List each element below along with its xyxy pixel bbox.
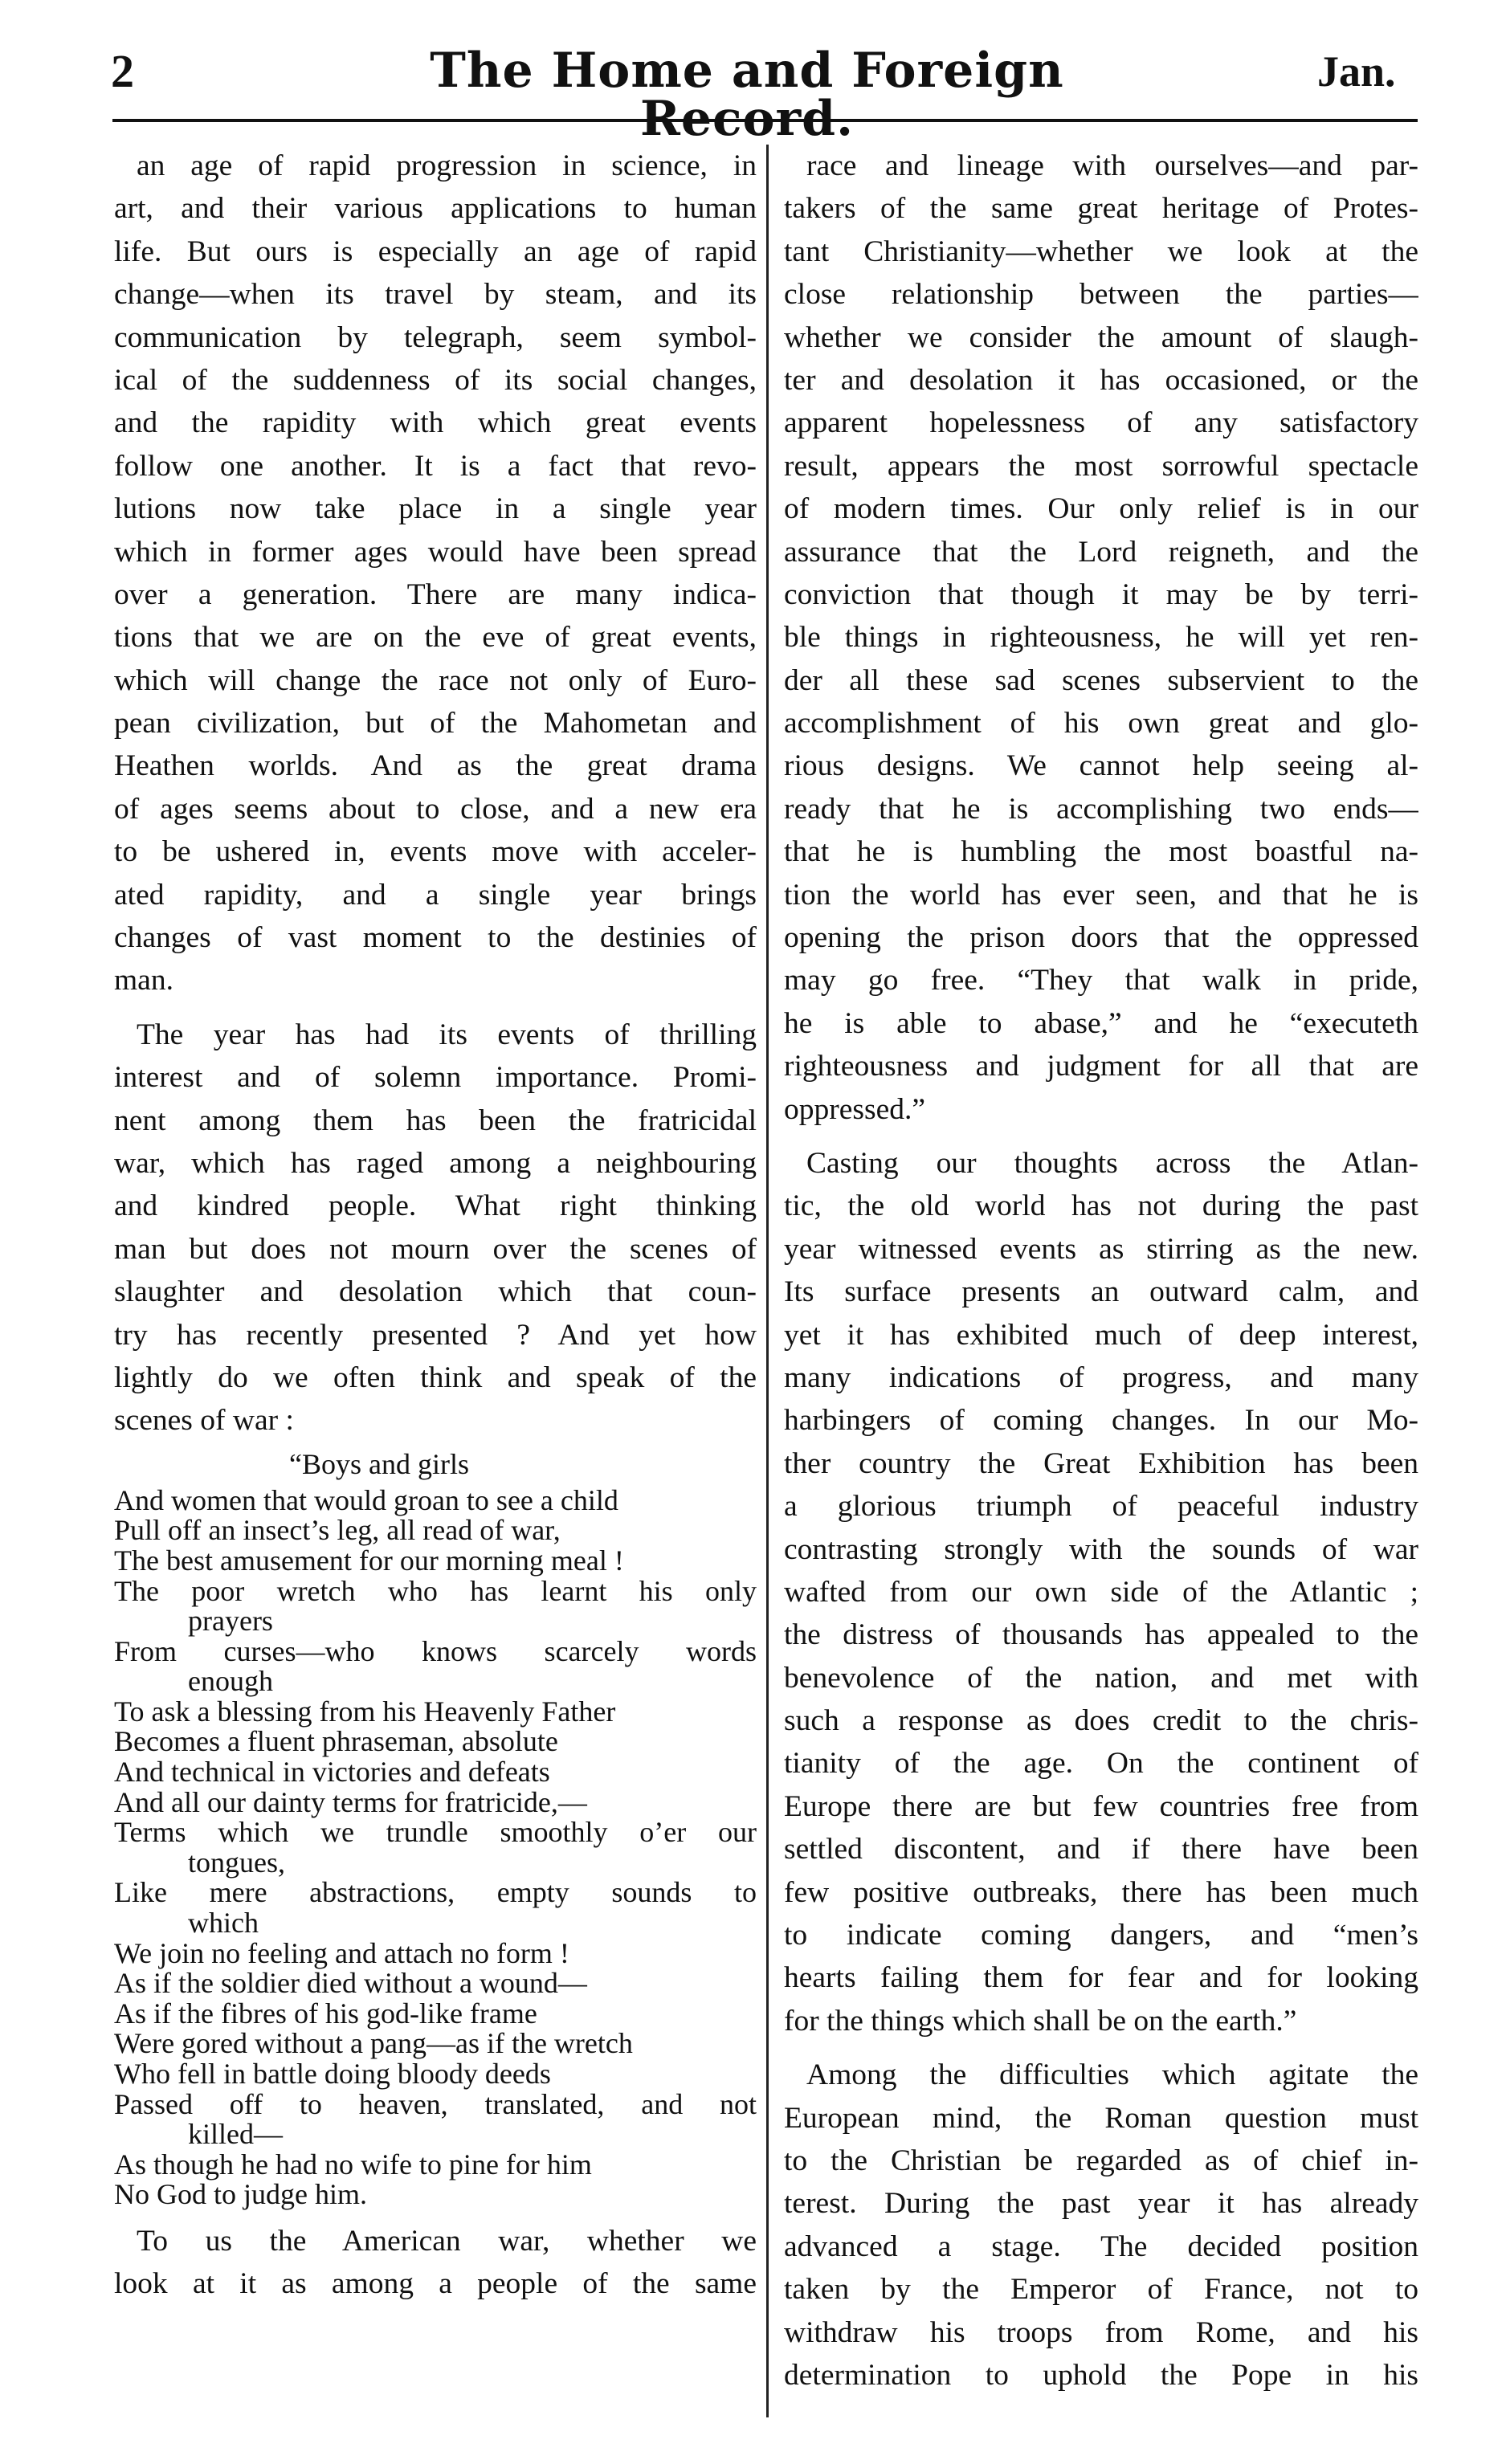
paragraph [784, 1142, 1418, 2042]
text-line: follow one another. It is a fact that revo- [114, 449, 757, 483]
verse-line: Pull off an insect’s leg, all read of war, [114, 1514, 561, 1547]
text-line: a glorious triumph of peaceful industry [784, 1490, 1418, 1524]
paragraph [114, 1014, 757, 1442]
text-line: Casting our thoughts across the Atlan- [806, 1146, 1418, 1180]
text-line: life. But ours is especially an age of rapid [114, 235, 757, 268]
verse-line: Like mere abstractions, empty sounds to [114, 1876, 757, 1909]
text-line: an age of rapid progression in science, in [137, 149, 757, 182]
text-line: over a generation. There are many indica- [114, 577, 757, 611]
verse-line: tongues, [188, 1846, 285, 1879]
text-line: Among the difficulties which agitate the [806, 2058, 1418, 2092]
text-line: ther country the Great Exhibition has been [784, 1446, 1418, 1480]
text-line: takers of the same great heritage of Protes- [784, 192, 1418, 226]
text-line: assurance that the Lord reigneth, and the [784, 535, 1418, 569]
text-line: yet it has exhibited much of deep interest, [784, 1318, 1418, 1352]
poem-title: “Boys and girls [289, 1447, 469, 1480]
text-line: result, appears the most sorrowful spectacle [784, 449, 1418, 483]
text-line: tant Christianity—whether we look at the [784, 235, 1418, 268]
text-line: determination to uphold the Pope in his [784, 2358, 1418, 2392]
text-line: such a response as does credit to the chris- [784, 1704, 1418, 1738]
text-line: accomplishment of his own great and glo- [784, 707, 1418, 740]
text-line: communication by telegraph, seem symbol- [114, 320, 757, 354]
spacer [114, 2210, 757, 2220]
text-line: terest. During the past year it has already [784, 2187, 1418, 2221]
text-line: man. [114, 964, 173, 997]
paragraph [784, 2054, 1418, 2397]
text-line: ical of the suddenness of its social changes, [114, 363, 757, 397]
text-line: slaughter and desolation which that coun- [114, 1275, 757, 1309]
text-line: lightly do we often think and speak of the [114, 1361, 757, 1394]
verse-line: The poor wretch who has learnt his only [114, 1574, 757, 1607]
text-line: change—when its travel by steam, and its [114, 278, 757, 312]
verse-line: No God to judge him. [114, 2178, 367, 2211]
text-line: tion the world has ever seen, and that he is [784, 878, 1418, 912]
verse-line: As if the fibres of his god-like frame [114, 1997, 537, 2030]
text-line: year witnessed events as stirring as the new. [784, 1232, 1418, 1266]
text-line: benevolence of the nation, and met with [784, 1661, 1418, 1695]
text-line: opening the prison doors that the oppressed [784, 921, 1418, 955]
text-line: tianity of the age. On the continent of [784, 1747, 1418, 1781]
verse-line: As though he had no wife to pine for him [114, 2148, 592, 2180]
text-line: to the Christian be regarded as of chief in- [784, 2144, 1418, 2177]
text-line: many indications of progress, and many [784, 1361, 1418, 1394]
text-line: To us the American war, whether we [137, 2224, 757, 2258]
verse-line: To ask a blessing from his Heavenly Father [114, 1695, 616, 1728]
text-line: ready that he is accomplishing two ends— [784, 792, 1418, 826]
text-line: Its surface presents an outward calm, and [784, 1275, 1418, 1309]
header-rule [112, 119, 1418, 122]
text-line: close relationship between the parties— [784, 278, 1418, 312]
text-line: settled discontent, and if there have been [784, 1833, 1418, 1866]
text-line: interest and of solemn importance. Promi- [114, 1061, 757, 1095]
text-line: oppressed.” [784, 1092, 925, 1126]
verse-line: Terms which we trundle smoothly o’er our [114, 1816, 757, 1849]
text-line: the distress of thousands has appealed to the [784, 1618, 1418, 1652]
verse-line: From curses—who knows scarcely words [114, 1634, 757, 1667]
left-column [114, 145, 757, 2425]
paragraph [784, 145, 1418, 1131]
text-line: Heathen worlds. And as the great drama [114, 749, 757, 783]
text-line: try has recently presented ? And yet how [114, 1318, 757, 1352]
text-line: pean civilization, but of the Mahometan and [114, 707, 757, 740]
text-line: that he is humbling the most boastful na- [784, 835, 1418, 869]
text-line: scenes of war : [114, 1404, 294, 1438]
verse-line: And women that would groan to see a child [114, 1483, 618, 1516]
text-line: European mind, the Roman question must [784, 2101, 1418, 2135]
text-line: he is able to abase,” and he “executeth [784, 1006, 1418, 1040]
verse-line: We join no feeling and attach no form ! [114, 1936, 569, 1969]
text-line: withdraw his troops from Rome, and his [784, 2315, 1418, 2349]
right-column [784, 145, 1418, 2425]
issue-month: Jan. [1317, 47, 1396, 96]
verse-line: Passed off to heaven, translated, and not [114, 2087, 757, 2120]
text-line: ated rapidity, and a single year brings [114, 878, 757, 912]
column-divider [766, 145, 769, 2417]
verse-line: The best amusement for our morning meal ! [114, 1544, 624, 1577]
text-line: der all these sad scenes subservient to the [784, 663, 1418, 697]
text-line: lutions now take place in a single year [114, 492, 757, 526]
text-line: art, and their various applications to human [114, 192, 757, 226]
text-line: man but does not mourn over the scenes of [114, 1232, 757, 1266]
text-line: advanced a stage. The decided position [784, 2229, 1418, 2263]
text-line: tic, the old world has not during the past [784, 1189, 1418, 1223]
text-line: Europe there are but few countries free from [784, 1789, 1418, 1823]
text-line: harbingers of coming changes. In our Mo- [784, 1404, 1418, 1438]
text-line: The year has had its events of thrilling [137, 1018, 757, 1051]
text-line: conviction that though it may be by terri- [784, 577, 1418, 611]
text-line: for the things which shall be on the earth.” [784, 2004, 1297, 2038]
text-line: may go free. “They that walk in pride, [784, 964, 1418, 997]
text-line: race and lineage with ourselves—and par- [806, 149, 1418, 182]
text-line: wafted from our own side of the Atlantic ; [784, 1575, 1418, 1609]
page-number: 2 [111, 45, 134, 97]
verse-line: enough [188, 1665, 273, 1698]
text-line: changes of vast moment to the destinies of [114, 921, 757, 955]
text-line: war, which has raged among a neighbouring [114, 1146, 757, 1180]
text-line: hearts failing them for fear and for looking [784, 1961, 1418, 1995]
text-line: tions that we are on the eve of great events, [114, 621, 757, 655]
poem [114, 1483, 757, 2211]
text-line: ter and desolation it has occasioned, or the [784, 363, 1418, 397]
text-line: of modern times. Our only relief is in our [784, 492, 1418, 526]
paragraph [114, 145, 757, 1002]
text-line: nent among them has been the fratricidal [114, 1103, 757, 1137]
text-line: and the rapidity with which great events [114, 406, 757, 440]
paragraph [114, 2220, 757, 2306]
text-line: few positive outbreaks, there has been much [784, 1875, 1418, 1909]
verse-line: As if the soldier died without a wound— [114, 1967, 587, 2000]
text-line: to indicate coming dangers, and “men’s [784, 1919, 1418, 1952]
text-line: apparent hopelessness of any satisfactory [784, 406, 1418, 440]
text-line: rious designs. We cannot help seeing al- [784, 749, 1418, 783]
text-line: which in former ages would have been spread [114, 535, 757, 569]
text-line: of ages seems about to close, and a new era [114, 792, 757, 826]
text-line: righteousness and judgment for all that are [784, 1050, 1418, 1083]
running-title: The Home and Foreign Record. [430, 43, 1064, 147]
verse-line: Were gored without a pang—as if the wretch [114, 2027, 633, 2060]
verse-line: prayers [188, 1605, 273, 1638]
verse-line: Becomes a fluent phraseman, absolute [114, 1725, 558, 1758]
verse-line: which [188, 1907, 259, 1940]
text-line: contrasting strongly with the sounds of war [784, 1532, 1418, 1566]
text-line: and kindred people. What right thinking [114, 1189, 757, 1223]
verse-line: Who fell in battle doing bloody deeds [114, 2058, 551, 2090]
verse-line: killed— [188, 2118, 283, 2151]
text-line: whether we consider the amount of slaugh- [784, 320, 1418, 354]
text-line: look at it as among a people of the same [114, 2267, 757, 2301]
text-line: to be ushered in, events move with acceler- [114, 835, 757, 869]
text-line: taken by the Emperor of France, not to [784, 2273, 1418, 2307]
text-line: ble things in righteousness, he will yet ren- [784, 621, 1418, 655]
verse-line: And technical in victories and defeats [114, 1756, 550, 1789]
text-line: which will change the race not only of Euro- [114, 663, 757, 697]
verse-line: And all our dainty terms for fratricide,— [114, 1785, 587, 1818]
